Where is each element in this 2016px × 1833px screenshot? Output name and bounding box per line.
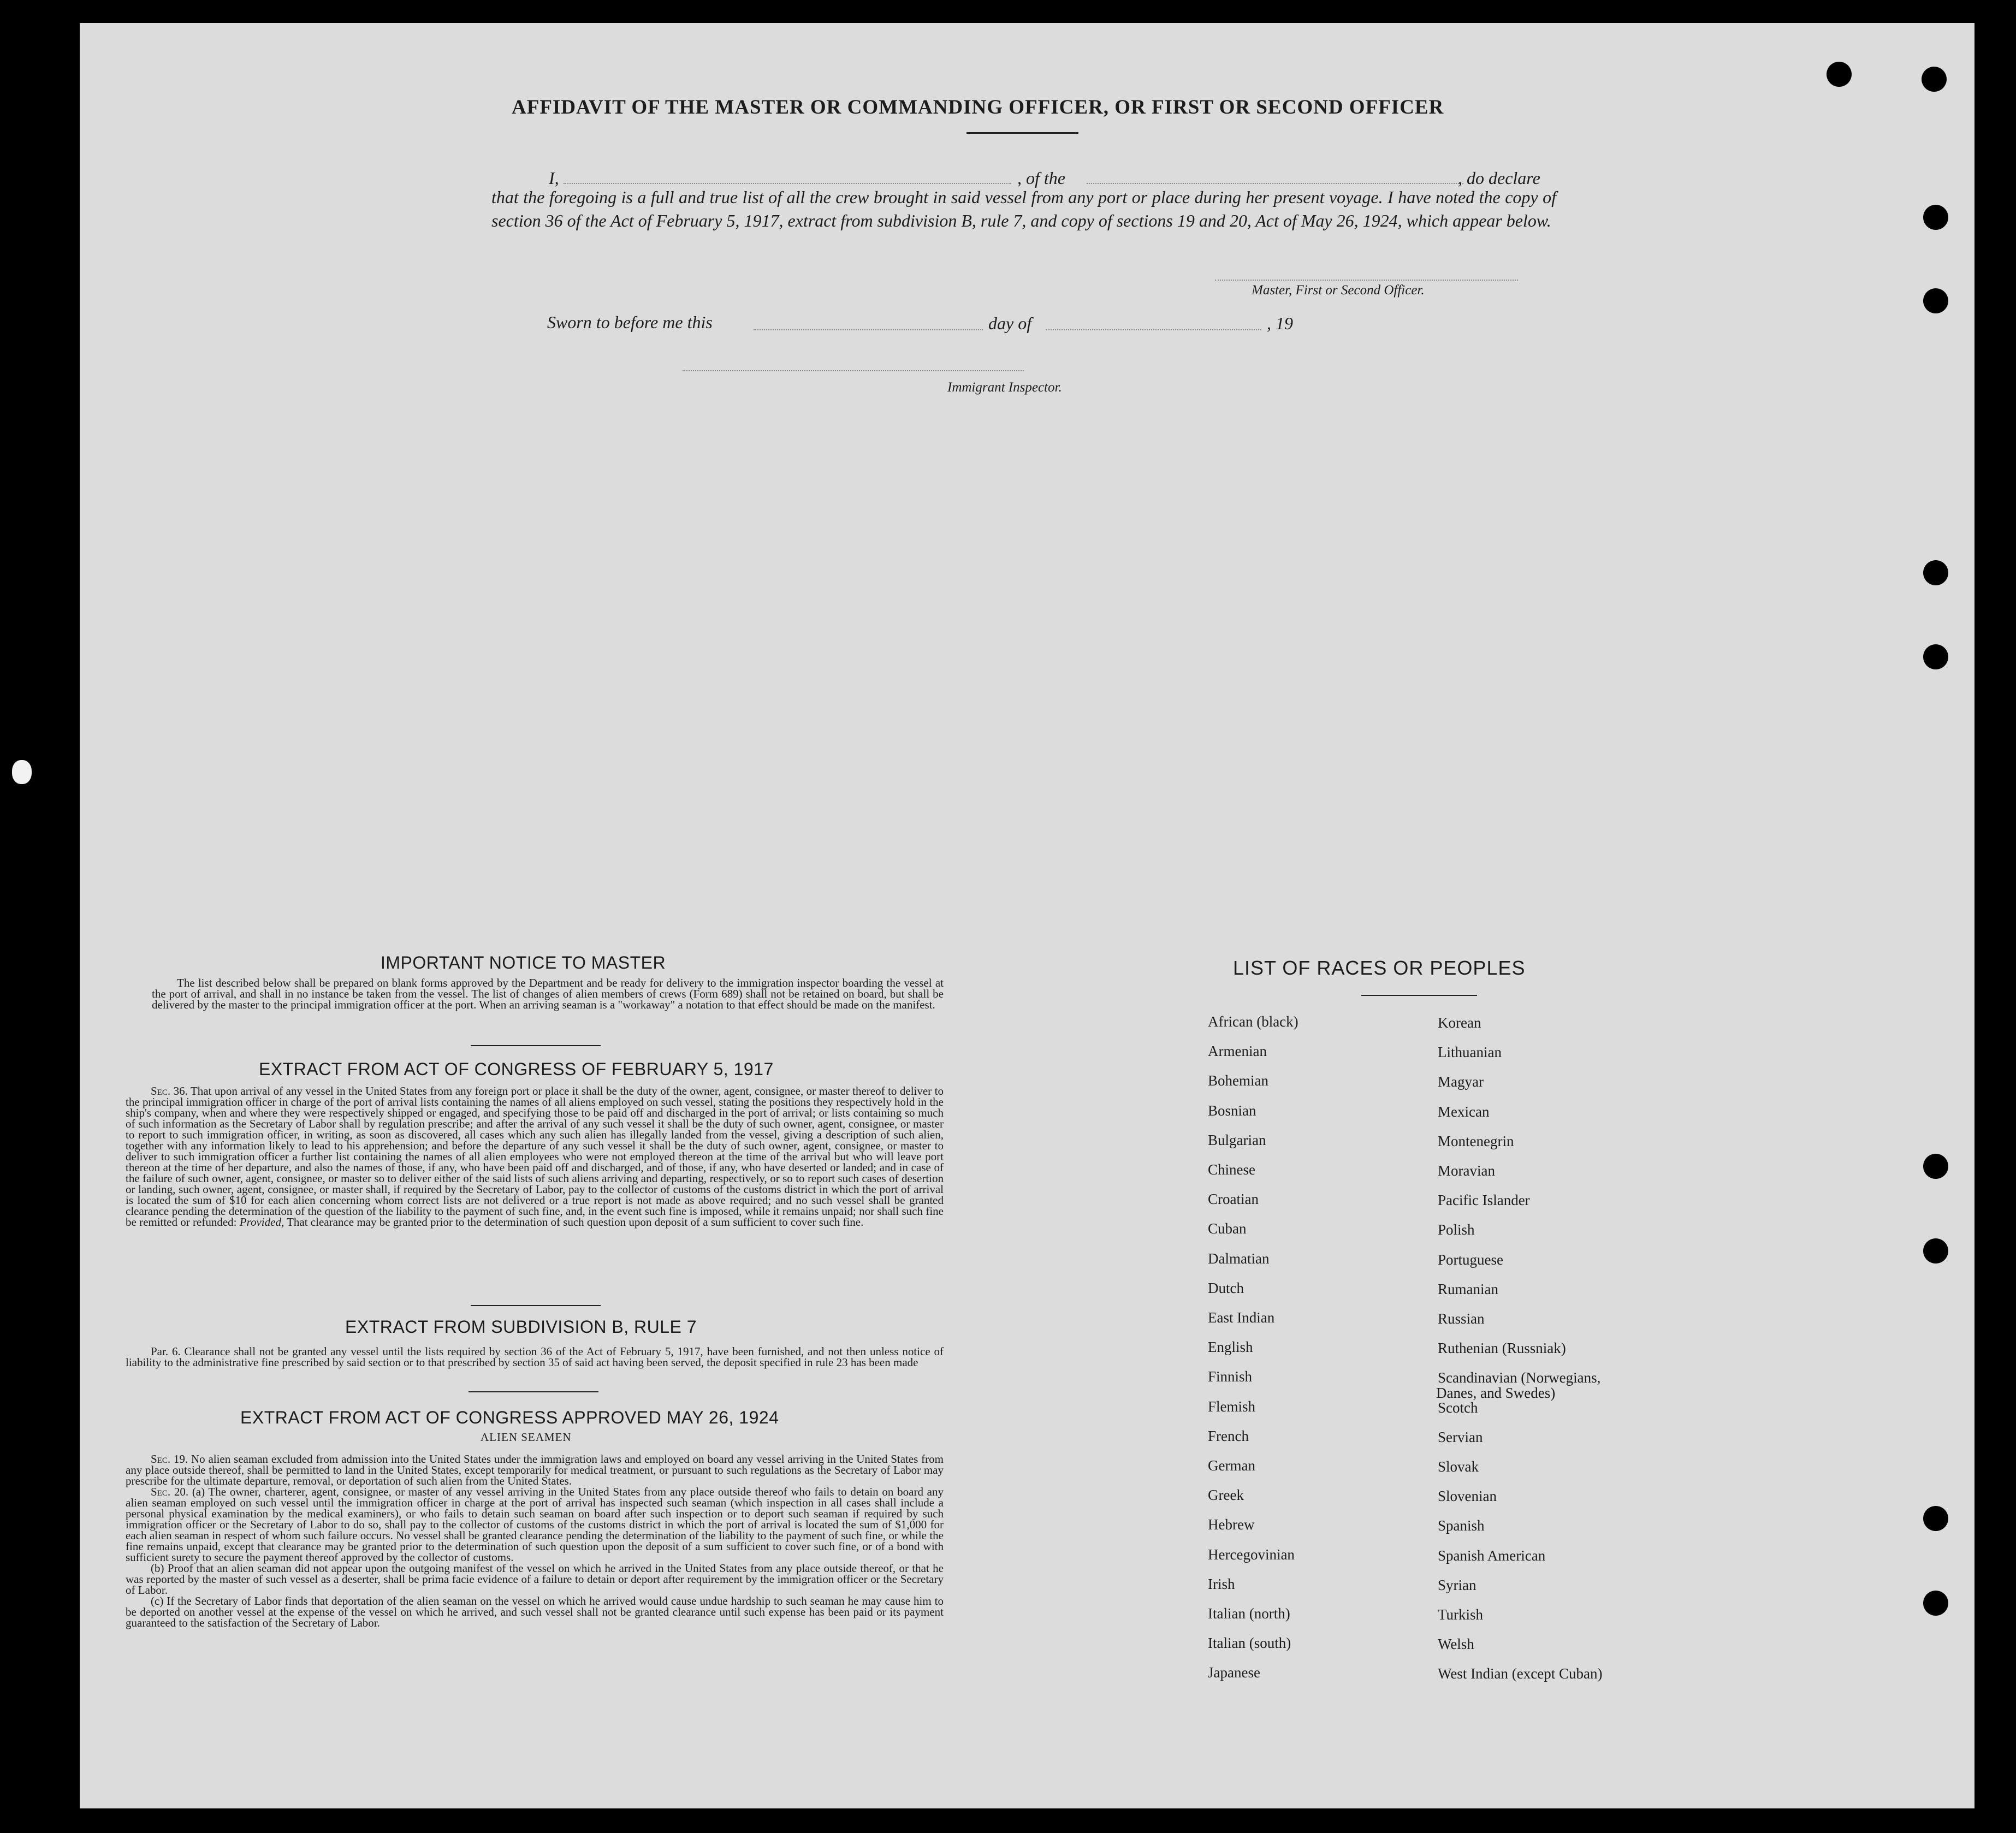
sworn-month-field[interactable]: [1046, 329, 1261, 330]
sec-36-text: That upon arrival of any vessel in the United States from any foreign port or place it shall be the duty of the owner, agent, consignee, or master thereof to deliver to the principal immigration officer in charge of the port of arrival lists containing the names of all aliens employed on such vessel, stating the positions they respectively hold in the ship's company, when and where they were respectively shipped or engaged, and specifying those to be paid off and discharged in the port of arrival; or lists containing so much of such information as the Secretary of Labor shall by regulation prescribe; and after the arrival of any such vessel it shall be the duty of such owner, agent, consignee, or master to report to such immigration officer, in writing, as soon as discovered, all cases which any such alien has illegally landed from the vessel, giving a description of such alien, together with any information likely to lead to his apprehension; and before the departure of any such vessel it shall be the duty of such owner, agent, consignee, or master to deliver to such immigration officer a further list containing the names of all alien employees who were not employed thereon at the time of the arrival but who will leave port thereon at the time of her departure, and also the names of those, if any, who have been paid off and discharged, and of those, if any, who have deserted or landed; and in case of the failure of such owner, agent, consignee, or master so to deliver either of the said lists of such aliens arriving and departing, respectively, or so to report such cases of desertion or landing, such owner, agent, consignee, or master shall, if required by the Secretary of Labor, pay to the collector of customs of the customs district in which the port of arrival is located the sum of $10 for each alien concerning whom correct lists are not delivered or a true report is not made as above required; and no such vessel shall be granted clearance pending the determination of the question of the liability to the payment of such fine, and, in the event such fine is imposed, while it remains unpaid; nor shall such fine be remitted or refunded:: [126, 1084, 944, 1229]
race-item: French: [1208, 1427, 1249, 1444]
affidavit-declare-label: , do declare: [1458, 168, 1540, 188]
master-signature-field[interactable]: [1215, 280, 1518, 281]
race-item: Ruthenian (Russniak): [1438, 1340, 1566, 1357]
race-item: Scandinavian (Norwegians,: [1438, 1369, 1601, 1386]
notice-title: IMPORTANT NOTICE TO MASTER: [381, 953, 666, 972]
inspector-caption: Immigrant Inspector.: [947, 380, 1062, 395]
punch-hole: [1923, 1506, 1948, 1531]
notice-text: [152, 977, 944, 1010]
race-item: Bulgarian: [1208, 1131, 1266, 1148]
race-scandinavian-continued: Danes, and Swedes): [1436, 1385, 1556, 1401]
title-divider: [967, 132, 1078, 134]
race-item: Hercegovinian: [1208, 1546, 1295, 1563]
extract-1917-text: [126, 1085, 944, 1227]
race-item: Bosnian: [1208, 1102, 1256, 1119]
sworn-day-of: day of: [988, 313, 1032, 333]
section-divider: [471, 1045, 601, 1046]
sec-19-text: No alien seaman excluded from admission into the United States under the immigration laws and employed on board any vessel arriving in the United States from any place outside thereof, shall be permitted to land in the United States, except temporarily for medical treatment, or pursuant to such regulations as the Secretary of Labor may prescribe for the ultimate departure, removal, or deportation of such alien from the United States.: [126, 1452, 944, 1487]
race-item: Chinese: [1208, 1161, 1255, 1178]
vessel-field[interactable]: [1087, 183, 1463, 184]
race-item: Italian (north): [1208, 1605, 1290, 1622]
punch-hole: [1923, 1238, 1948, 1263]
race-item: Lithuanian: [1438, 1044, 1502, 1061]
race-item: Irish: [1208, 1575, 1235, 1592]
alien-seamen-subtitle: ALIEN SEAMEN: [481, 1431, 572, 1444]
race-item: Croatian: [1208, 1191, 1259, 1208]
race-item: Spanish: [1438, 1517, 1485, 1534]
race-item: Moravian: [1438, 1162, 1495, 1179]
race-item: Magyar: [1438, 1073, 1484, 1090]
race-item: English: [1208, 1339, 1253, 1356]
affidavit-title: AFFIDAVIT OF THE MASTER OR COMMANDING OFFICER, OR FIRST OR SECOND OFFICER: [512, 96, 1444, 118]
race-item: German: [1208, 1457, 1255, 1474]
punch-hole: [1923, 205, 1948, 230]
race-item: Slovak: [1438, 1458, 1479, 1475]
punch-hole: [1923, 1154, 1948, 1179]
race-item: Rumanian: [1438, 1280, 1498, 1297]
race-item: African (black): [1208, 1013, 1298, 1030]
sworn-year: , 19: [1267, 313, 1293, 333]
race-item: Syrian: [1438, 1576, 1477, 1593]
rule-7-text: [126, 1346, 944, 1368]
race-item: Welsh: [1438, 1636, 1474, 1653]
sec-20b-text: (b) Proof that an alien seaman did not appear upon the outgoing manifest of the vessel on which he arrived in the United States from any place outside thereof, or that he was reported by the master of such vessel as a deserter, shall be prima facie evidence of a failure to detain or deport after requirement by the immigration officer or the Secretary of Labor.: [126, 1562, 944, 1597]
notice-paragraph: The list described below shall be prepared on blank forms approved by the Department and be ready for delivery to the immigration inspector boarding the vessel at the port of arrival, and shall in no instance be taken from the vessel. The list of changes of alien members of crews (Form 689) shall not be retained on board, but shall be delivered by the master to the principal immigration officer at the port. When an arriving seaman is a "workaway" a notation to that effect should be made on the manifest.: [152, 976, 944, 1011]
sec-20c-text: (c) If the Secretary of Labor finds that deportation of the alien seaman on the vessel on which he arrived would cause undue hardship to such seaman he may cause him to be deported on another vessel at the expense of the vessel on which he arrived, and such vessel shall not be granted clearance until such expense has been paid or its payment guaranteed to the satisfaction of the Secretary of Labor.: [126, 1594, 944, 1629]
affidavit-declaration: that the foregoing is a full and true list of all the crew brought in said vessel from any port or place during her present voyage. I have noted the copy of section 36 of the Act of February 5, 1917, extract from subdivision B, rule 7, and copy of sections 19 and 20, Act of May 26, 1924, which appear below.: [491, 187, 1556, 230]
race-item: Polish: [1438, 1221, 1475, 1238]
sworn-prefix: Sworn to before me this: [547, 312, 713, 332]
race-item: Korean: [1438, 1015, 1481, 1031]
punch-hole: [1827, 62, 1852, 87]
punch-hole: [1923, 644, 1948, 669]
races-title: LIST OF RACES OR PEOPLES: [1233, 957, 1526, 979]
proviso-text: That clearance may be granted prior to the determination of such question upon deposit of a sum sufficient to cover such fine.: [287, 1215, 864, 1229]
race-item: Servian: [1438, 1428, 1483, 1445]
sec-20-label: Sec. 20.: [151, 1485, 189, 1498]
extract-1924-text: [126, 1454, 944, 1628]
inspector-signature-field[interactable]: [683, 370, 1024, 371]
race-item: Spanish American: [1438, 1547, 1546, 1564]
race-item: Flemish: [1208, 1398, 1256, 1415]
race-item: Cuban: [1208, 1220, 1247, 1237]
race-item: Montenegrin: [1438, 1132, 1514, 1149]
sec-36-label: Sec. 36.: [151, 1084, 188, 1098]
punch-hole: [1923, 1591, 1948, 1616]
race-item: West Indian (except Cuban): [1438, 1665, 1603, 1682]
section-divider: [469, 1391, 598, 1392]
race-item: Turkish: [1438, 1606, 1484, 1623]
race-item: Scotch: [1438, 1399, 1478, 1416]
race-item: Finnish: [1208, 1368, 1253, 1385]
races-title-divider: [1361, 995, 1477, 996]
race-item: Mexican: [1438, 1103, 1490, 1120]
sec-19-label: Sec. 19.: [151, 1452, 188, 1466]
race-item: Bohemian: [1208, 1072, 1268, 1089]
rule-7-paragraph: Par. 6. Clearance shall not be granted any vessel until the lists required by section 36 of the Act of February 5, 1917, have been furnished, and not then unless notice of liability to the administrative fine prescribed by said section or to that prescribed by section 35 of said act having been served, the deposit specified in rule 23 has been made: [126, 1345, 944, 1369]
race-item: Slovenian: [1438, 1488, 1497, 1505]
proviso-label: Provided,: [239, 1215, 284, 1229]
section-divider: [471, 1305, 601, 1306]
sworn-day-field[interactable]: [754, 329, 983, 330]
punch-hole: [1923, 288, 1948, 313]
race-item: Russian: [1438, 1310, 1485, 1327]
sec-20a-text: (a) The owner, charterer, agent, consignee, or master of any vessel arriving in the United States from any place outside thereof who fails to detain on board any alien seaman employed on such vessel until the immigration officer in charge at the port of arrival has inspected such seaman (which inspection in all cases shall include a personal physical examination by the medical examiners), or who fails to detain such seaman on board after such inspection or to deport such seaman if required by such immigration officer or the Secretary of Labor to do so, shall pay to the collector of customs of the customs district in which the port of arrival is located the sum of $1,000 for each alien seaman in respect of whom such failure occurs. No vessel shall be granted clearance pending the determination of the liability to the payment of such fine, or while the fine remains unpaid, except that clearance may be granted prior to the determination of such question upon the deposit of a sum sufficient to cover such fine, or of a bond with sufficient surety to secure the payment thereof approved by the collector of customs.: [126, 1485, 944, 1564]
race-item: Japanese: [1208, 1664, 1260, 1681]
name-field[interactable]: [564, 183, 1011, 184]
race-item: East Indian: [1208, 1309, 1275, 1326]
race-item: Pacific Islander: [1438, 1192, 1530, 1209]
punch-hole: [1923, 560, 1948, 585]
rule-7-title: EXTRACT FROM SUBDIVISION B, RULE 7: [345, 1317, 697, 1337]
affidavit-i-label: I,: [549, 168, 559, 188]
race-item: Portuguese: [1438, 1251, 1503, 1268]
affidavit-of-the-label: , of the: [1017, 168, 1065, 188]
race-item: Italian (south): [1208, 1635, 1291, 1652]
scan-artifact: [12, 760, 32, 784]
race-item: Dalmatian: [1208, 1250, 1270, 1267]
extract-1917-title: EXTRACT FROM ACT OF CONGRESS OF FEBRUARY 5, 1917: [259, 1059, 774, 1079]
extract-1924-title: EXTRACT FROM ACT OF CONGRESS APPROVED MAY 26, 1924: [240, 1408, 779, 1427]
race-item: Hebrew: [1208, 1516, 1255, 1533]
master-caption: Master, First or Second Officer.: [1252, 283, 1425, 298]
race-item: Dutch: [1208, 1279, 1244, 1296]
race-item: Armenian: [1208, 1043, 1267, 1060]
race-item: Greek: [1208, 1487, 1244, 1504]
punch-hole: [1922, 67, 1947, 92]
